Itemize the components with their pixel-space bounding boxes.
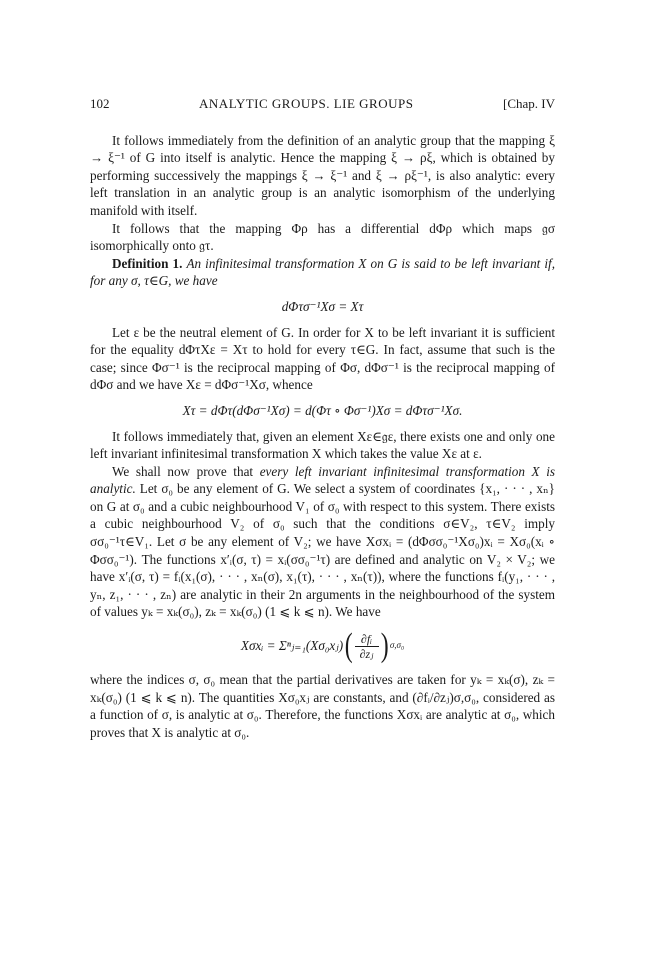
right-paren: ) <box>380 627 389 665</box>
equation <box>90 629 555 663</box>
paragraph <box>90 463 555 621</box>
paragraph: where the indices σ, σ₀ mean that the partial derivatives are taken for yₖ = xₖ(σ), zₖ = xₖ(σ₀) (1 ⩽ k ⩽ n). The quantities Xσ₀xⱼ are constants, and (∂fᵢ/∂zⱼ)σ,σ₀, considered as a function of σ, is analytic at σ₀. Therefore, the functions Xσxᵢ are analytic at σ₀, which proves that X is analytic at σ₀. <box>90 672 555 740</box>
paragraph-italic: every left invariant infinitesimal transformation X is analytic. <box>90 463 556 497</box>
equation-left: Xσxᵢ = Σⁿⱼ₌₁(Xσ₀xⱼ) <box>240 638 344 654</box>
paragraph: It follows that the mapping Φρ has a differential dΦρ which maps 𝔤σ isomorphically onto 𝔤τ. <box>90 220 555 254</box>
chapter-label: [Chap. IV <box>503 96 555 111</box>
paragraph: It follows immediately from the definition of an analytic group that the mapping ξ → ξ⁻¹ of G into itself is analytic. Hence the mapping ξ → ρξ, which is obtained by performing successively the mappings ξ → ξ⁻¹ and ξ → ρξ⁻¹, is also analytic: every left translation in an analytic group is an analytic isomorphism of the underlying manifold with itself. <box>90 132 555 218</box>
partial-numerator: ∂fᵢ <box>360 631 373 646</box>
paragraph-rest: Let σ₀ be any element of G. We select a system of coordinates {x₁, · · · , xₙ} on G at σ₀ and a cubic neighbourhood V₁ of σ₀ with respect to this system. There exists a cubic neighbourhood V₂ of σ₀ such that the conditions σ∈V₂, τ∈V₂ imply σσ₀⁻¹τ∈V₁. Let σ be any element of V₂; we have Xσxᵢ = (dΦσσ₀⁻¹Xσ₀)xᵢ = Xσ₀(xᵢ ∘ Φσσ₀⁻¹). The functions x′ᵢ(σ, τ) = xᵢ(σσ₀⁻¹τ) are defined and analytic on V₂ × V₂; we have x′ᵢ(σ, τ) = fᵢ(x₁(σ), · · · , xₙ(σ), x₁(τ), · · · , xₙ(τ)), where the functions fᵢ(y₁, · · · , yₙ, z₁, · · · , zₙ) are analytic in their 2n arguments in the neighbourhood of the system of values yₖ = xₖ(σ₀), zₖ = xₖ(σ₀) (1 ⩽ k ⩽ n). We have <box>90 481 555 620</box>
equation-subscript: σ,σ₀ <box>389 640 405 651</box>
left-paren: ( <box>344 627 353 665</box>
definition-text: An infinitesimal transformation X on G is said to be left invariant if, for any σ, τ∈G, we have <box>90 255 556 289</box>
page-number: 102 <box>90 96 110 111</box>
running-title: ANALYTIC GROUPS. LIE GROUPS <box>199 96 414 111</box>
running-head <box>90 95 555 113</box>
equation: Xτ = dΦτ(dΦσ⁻¹Xσ) = d(Φτ ∘ Φσ⁻¹)Xσ = dΦτσ⁻¹Xσ. <box>182 402 463 418</box>
page <box>90 95 555 741</box>
equation: dΦτσ⁻¹Xσ = Xτ <box>281 298 364 314</box>
paragraph-lead: We shall now prove that <box>112 463 254 479</box>
definition-label: Definition 1. <box>112 255 183 271</box>
definition <box>90 255 555 290</box>
partial-derivative <box>355 632 379 661</box>
partial-denominator: ∂zⱼ <box>359 646 374 661</box>
body-text <box>90 132 555 742</box>
paragraph: Let ε be the neutral element of G. In order for X to be left invariant it is sufficient for the equality dΦτXε = Xτ to hold for every τ∈G. In fact, assume that such is the case; since Φσ⁻¹ is the reciprocal mapping of Φσ, dΦσ⁻¹ is the reciprocal mapping of dΦσ and we have Xε = dΦσ⁻¹Xσ, whence <box>90 324 555 393</box>
paragraph: It follows immediately that, given an element Xε∈𝔤ε, there exists one and only one left invariant infinitesimal transformation X which takes the value Xε at ε. <box>90 428 555 462</box>
